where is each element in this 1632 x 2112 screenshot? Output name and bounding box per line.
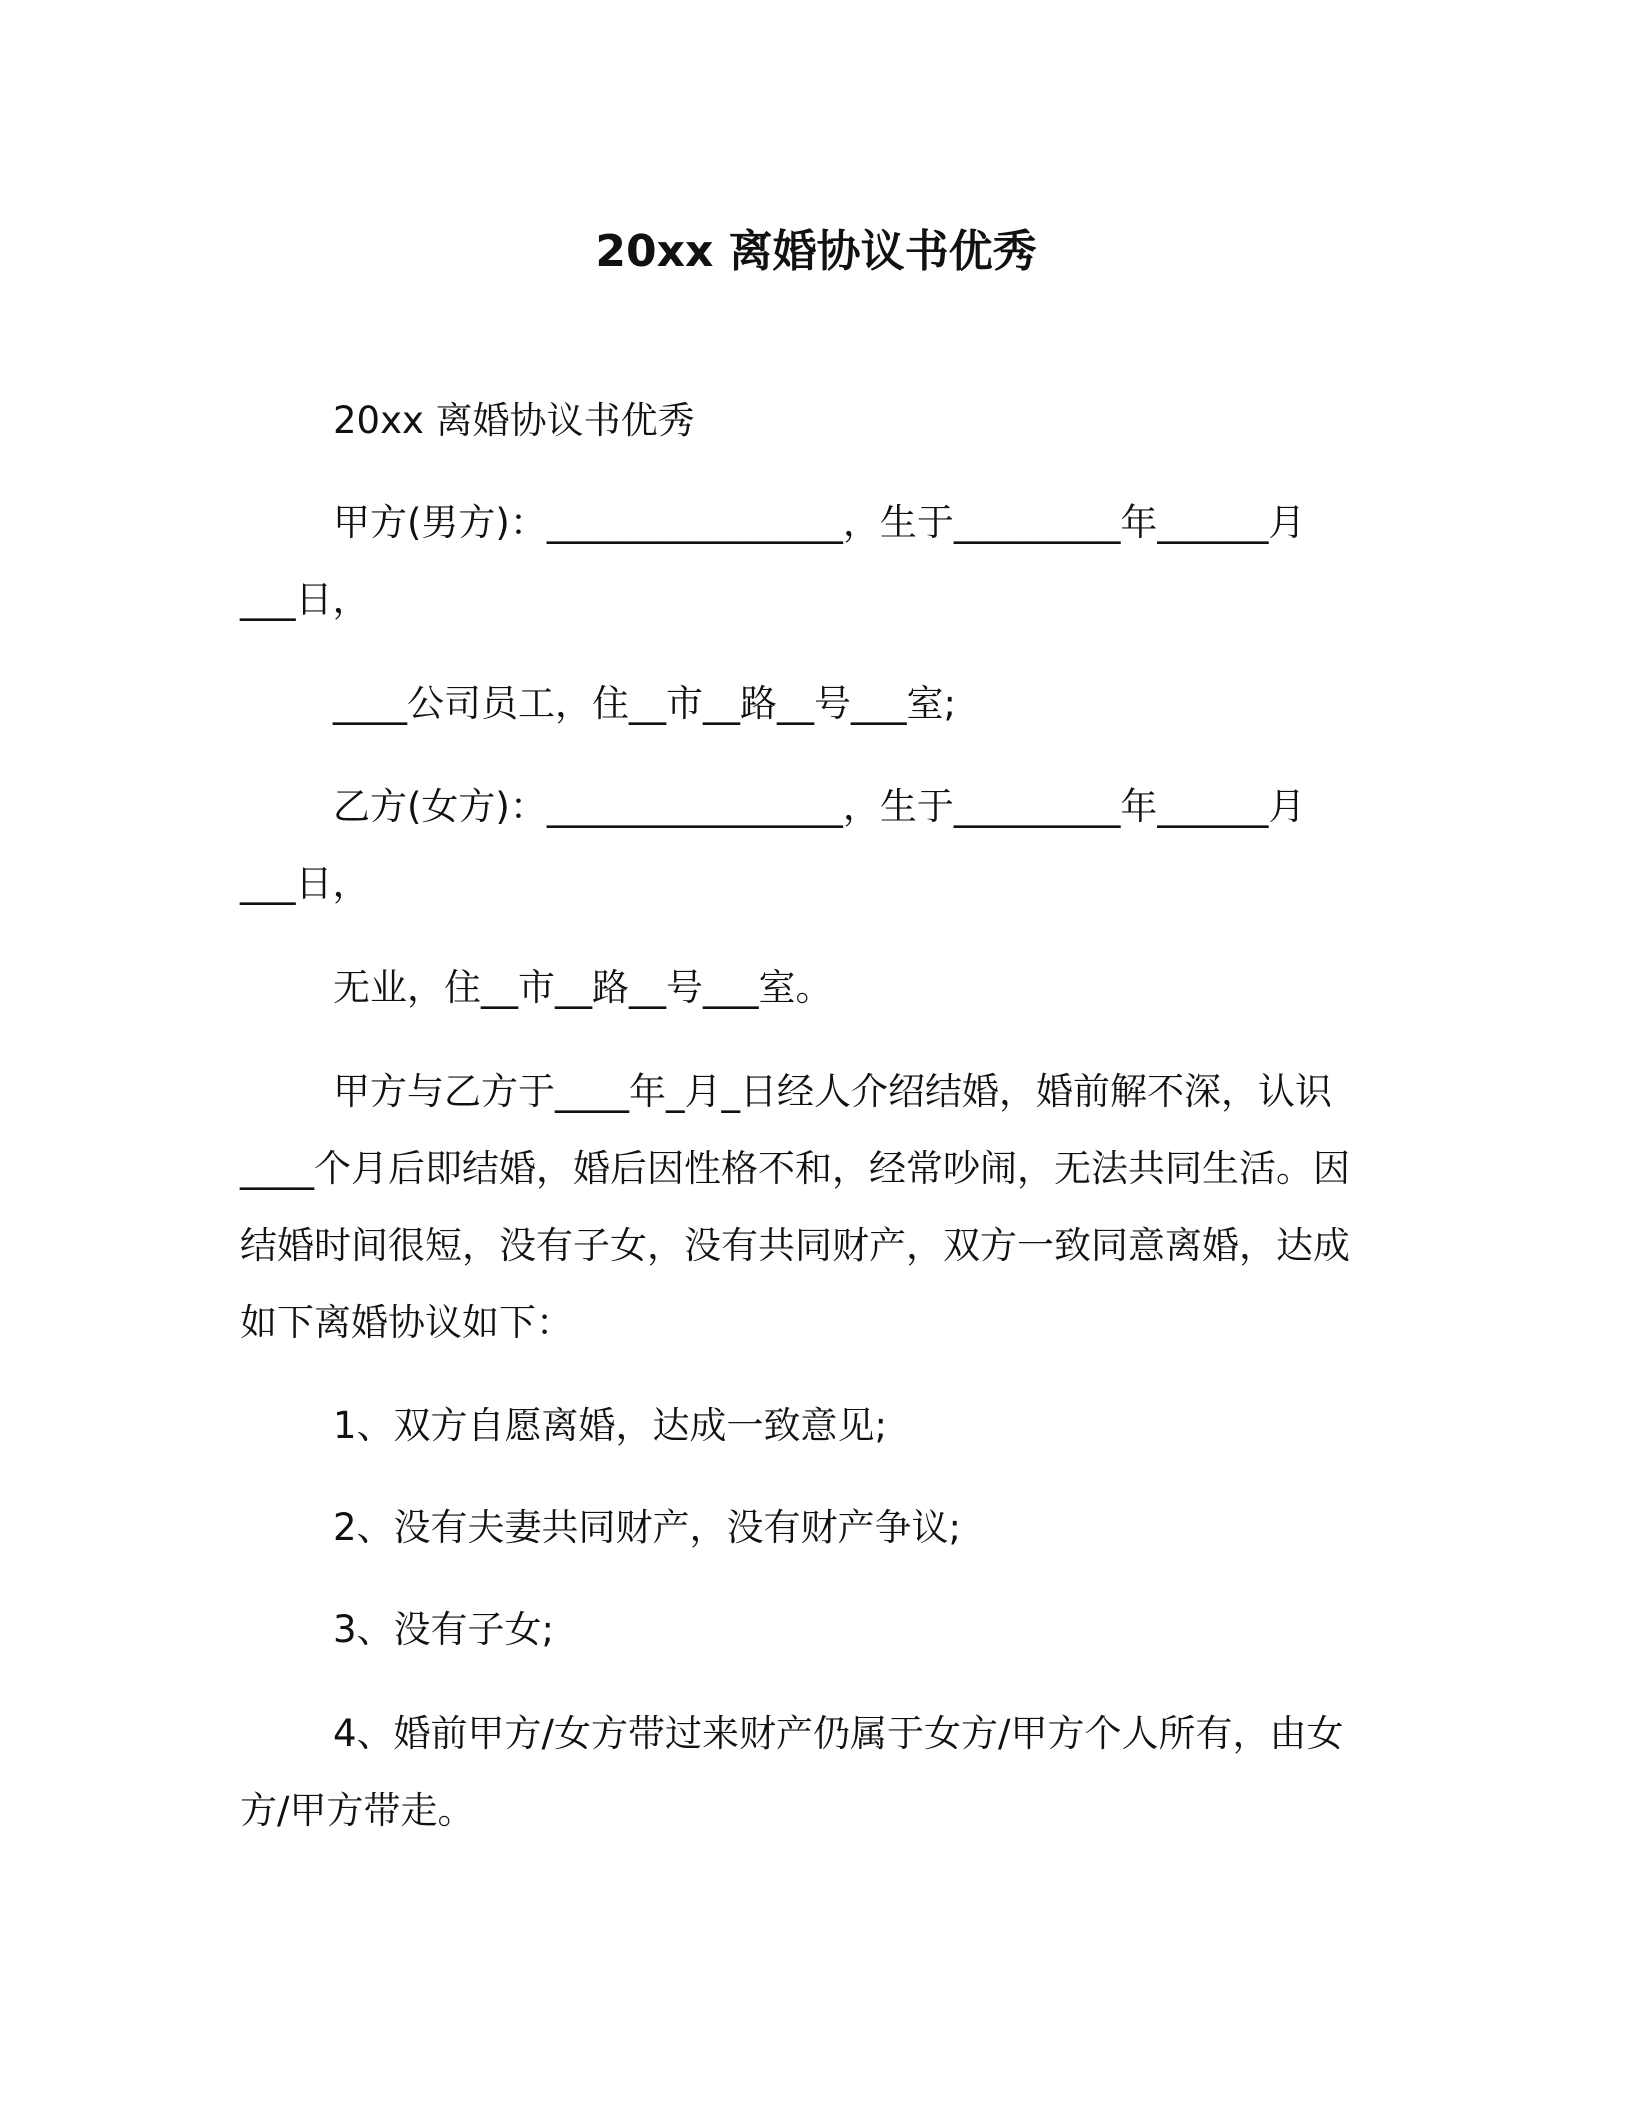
background-paragraph-line: 结婚时间很短，没有子女，没有共同财产，双方一致同意离婚，达成 <box>240 1224 1350 1267</box>
party-a-date-line: ___日， <box>240 578 370 621</box>
clause-item-continuation: 方/甲方带走。 <box>240 1789 475 1832</box>
background-paragraph-line: ____个月后即结婚，婚后因性格不和，经常吵闹，无法共同生活。因 <box>240 1147 1350 1190</box>
party-a-line: 甲方(男方)：________________，生于_________年______月 <box>333 501 1306 544</box>
background-paragraph-line: 如下离婚协议如下： <box>240 1301 573 1344</box>
clause-item: 1、双方自愿离婚，达成一致意见; <box>333 1404 888 1447</box>
clause-item: 3、没有子女; <box>333 1608 555 1651</box>
party-b-date-line: ___日， <box>240 862 370 905</box>
document-title: 20xx 离婚协议书优秀 <box>595 226 1037 277</box>
background-paragraph-line: 甲方与乙方于____年_月_日经人介绍结婚，婚前解不深，认识 <box>333 1070 1332 1113</box>
subtitle-line: 20xx 离婚协议书优秀 <box>333 399 695 442</box>
clause-item: 2、没有夫妻共同财产，没有财产争议; <box>333 1506 962 1549</box>
party-a-address-line: ____公司员工，住__市__路__号___室; <box>333 682 956 725</box>
clause-item: 4、婚前甲方/女方带过来财产仍属于女方/甲方个人所有，由女 <box>333 1712 1344 1755</box>
party-b-line: 乙方(女方)：________________，生于_________年______月 <box>333 785 1306 828</box>
party-b-address-line: 无业，住__市__路__号___室。 <box>333 966 833 1009</box>
